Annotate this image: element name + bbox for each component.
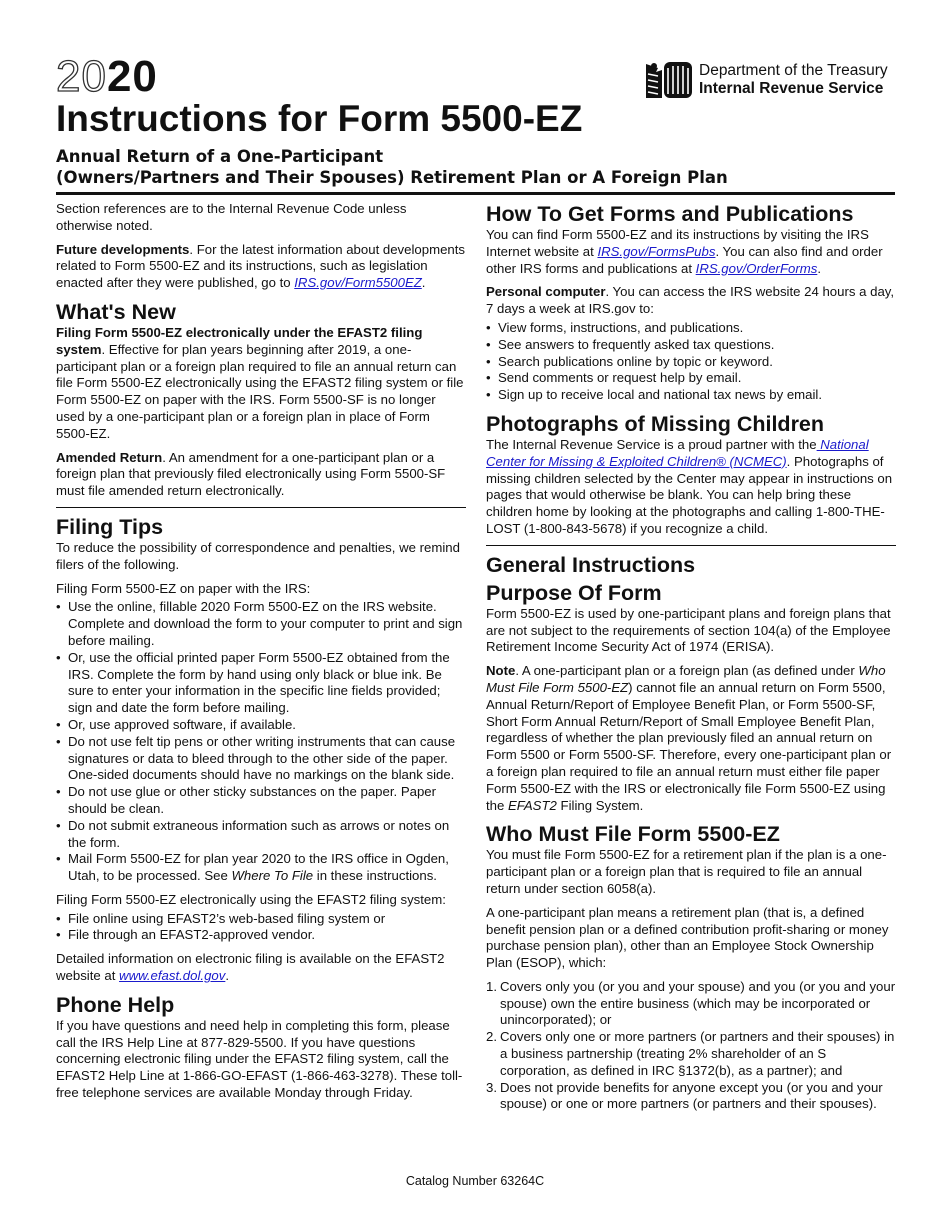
agency-line-1: Department of the Treasury (699, 62, 888, 79)
future-developments-label: Future developments (56, 241, 190, 257)
right-column (486, 201, 896, 1120)
list-item: • Do not submit extraneous information such as arrows or notes on the form. (56, 818, 466, 852)
mail-item-suffix: in these instructions. (313, 868, 437, 884)
forms-paragraph: You can find Form 5500-EZ and its instructions by visiting the IRS Internet website at IRS.gov/FormsPubs. You can also find and order other IRS forms and publications at IRS.gov/OrderForms. (486, 227, 883, 276)
forms-heading: How To Get Forms and Publications (486, 202, 854, 226)
who-must-file-heading: Who Must File Form 5500-EZ (486, 822, 780, 847)
mail-item-text: Mail Form 5500-EZ for plan year 2020 to the IRS office in Ogden, Utah, to be processed. See (68, 851, 449, 884)
pc-paragraph (486, 284, 896, 318)
list-item: • Or, use the official printed paper Form 5500-EZ obtained from the IRS. Complete the form by hand using only black or blue ink. Be sure to enter your information in the specific line fields provided; sign and date the form before mailing. (56, 650, 466, 717)
detailed-text: Detailed information on electronic filing is available on the EFAST2 website at (56, 951, 445, 984)
list-item: • Use the online, fillable 2020 Form 5500-EZ on the IRS website. Complete and download the form to your computer to print and sign before mailing. (56, 599, 466, 649)
list-item: • Do not use glue or other sticky substances on the paper. Paper should be clean. (56, 784, 466, 818)
general-instructions-heading: General Instructions (486, 552, 696, 577)
form5500ez-link[interactable]: IRS.gov/Form5500EZ (294, 275, 422, 291)
catalog-number: Catalog Number 63264C (405, 1174, 545, 1188)
paper-list (56, 599, 466, 885)
one-participant-list (486, 979, 896, 1113)
left-column (56, 201, 466, 1109)
note-text-b: ) cannot file an annual return on Form 5500, Annual Return/Report of Employee Benefit Plan, or Form 5500-SF, Short Form Annual Return/Report of Small Employee Benefit Plan, regardless of whether the plan previously filed an annual return on Form 5500 or Form 5500-SF. Therefore, every one-participant plan or a foreign plan required to file an annual return must either file paper Form 5500-EZ with the IRS or electronically file Form 5500-EZ using the (486, 679, 892, 813)
detailed-info: Detailed information on electronic filing is available on the EFAST2 website at www.efast.dol.gov. (56, 951, 445, 984)
efast-link[interactable]: www.efast.dol.gov (119, 968, 226, 984)
amended-label: Amended Return (56, 449, 163, 465)
list-item: • Or, use approved software, if available. (56, 717, 466, 734)
formspubs-link[interactable]: IRS.gov/FormsPubs (597, 243, 716, 259)
future-developments-text: . For the latest information about developments related to Form 5500-EZ and its instructions, such as legislation enacted after they were published, go to (56, 241, 465, 291)
phone-help-heading: Phone Help (56, 992, 175, 1017)
agency-block (642, 58, 902, 104)
list-item: • Sign up to receive local and national tax news by email. (486, 387, 896, 404)
agency-line-2: Internal Revenue Service (699, 80, 884, 97)
list-number: 1. (486, 978, 497, 994)
filing-tips-heading: Filing Tips (56, 514, 164, 539)
amended-text: . An amendment for a one-participant plan or a foreign plan that previously filed electronically using Form 5500-SF must file amended return electronically. (56, 449, 446, 499)
form-year (56, 52, 158, 102)
note-label: Note (486, 663, 516, 679)
list-item: • Send comments or request help by email. (486, 370, 896, 387)
year-outline: 20 (56, 52, 107, 101)
phone-help-text: If you have questions and need help in completing this form, please call the IRS Help Line at 877-829-5500. If you have questions concerning electronic filing under the EFAST2 filing system, call the EFAST2 Help Line at 1-866-GO-EFAST (1-866-463-3278). These toll-free telephone services are available Monday through Friday. (56, 1017, 463, 1101)
list-item-text: Covers only you (or you and your spouse) and you (or you and your spouse) own the entire business (which may be incorporated or unincorporated); or (500, 978, 896, 1028)
whats-new-heading: What's New (56, 299, 176, 324)
subtitle-line-1: Annual Return of a One-Participant (56, 147, 384, 166)
paper-intro: Filing Form 5500-EZ on paper with the IRS: (56, 580, 311, 596)
list-item: • View forms, instructions, and publications. (486, 320, 896, 337)
list-item (486, 979, 896, 1029)
ncmec-link[interactable]: National Center for Missing & Exploited Children® (NCMEC) (486, 436, 869, 469)
photos-paragraph (486, 437, 896, 538)
section-divider (56, 507, 466, 508)
mail-item-italic: Where To File (231, 868, 314, 884)
list-number: 2. (486, 1029, 497, 1045)
electronic-list (56, 911, 466, 945)
subtitle-line-2: (Owners/Partners and Their Spouses) Retirement Plan or A Foreign Plan (56, 168, 728, 187)
note-italic: Who Must File Form 5500-EZ (486, 663, 886, 695)
future-developments: Future developments. For the latest information about developments related to Form 5500-EZ and its instructions, such as legislation enacted after they were published, go to IRS.gov/Form5500EZ. (56, 241, 465, 291)
note-italic-2: EFAST2 (508, 797, 557, 813)
list-item: • See answers to frequently asked tax questions. (486, 337, 896, 354)
purpose-heading: Purpose Of Form (486, 580, 662, 605)
section-references: Section references are to the Internal Revenue Code unless otherwise noted. (56, 201, 407, 233)
list-item: • Search publications online by topic or keyword. (486, 354, 896, 371)
section-divider (486, 545, 896, 546)
filing-tips-intro: To reduce the possibility of correspondence and penalties, we remind filers of the following. (56, 539, 460, 572)
header-rule (56, 192, 895, 195)
efast-text: . Effective for plan years beginning after 2019, a one-participant plan or a foreign plan required to file an annual return can file Form 5500-EZ electronically using the EFAST2 filing system or file Form 5500-EZ on paper with the IRS. Form 5500-SF is no longer used by a one-participant plan or a foreign plan in place of Form 5500-EZ. (56, 341, 464, 441)
electronic-intro: Filing Form 5500-EZ electronically using the EFAST2 filing system: (56, 891, 446, 907)
page-title: Instructions for Form 5500-EZ (56, 98, 583, 139)
pc-text: . You can access the IRS website 24 hours a day, 7 days a week at IRS.gov to: (486, 284, 895, 317)
list-item: • File through an EFAST2-approved vendor. (56, 927, 466, 944)
list-item-text: Covers only one or more partners (or partners and their spouses) in a business partnership (treating 2% shareholder of an S corporation, as defined in IRC §1372(b), as a partner); and (500, 1029, 895, 1078)
list-item (56, 851, 466, 885)
pc-list (486, 320, 896, 404)
list-item (486, 1080, 896, 1114)
efast-paragraph (56, 325, 466, 443)
purpose-text: Form 5500-EZ is used by one-participant plans and foreign plans that are not subject to the requirements of section 104(a) of the Employee Retirement Income Security Act of 1974 (ERISA). (486, 605, 891, 655)
page-subtitle (56, 146, 728, 188)
irs-eagle-seal-icon (642, 58, 694, 102)
photos-heading: Photographs of Missing Children (486, 411, 825, 436)
who-must-file-text: You must file Form 5500-EZ for a retirement plan if the plan is a one-participant plan or a foreign plan that is required to file an annual return under section 6058(a). (486, 847, 887, 896)
note-text-a: . A one-participant plan or a foreign plan (as defined under (515, 663, 859, 679)
list-item (486, 1029, 896, 1079)
forms-text-b: . You can also find and order other IRS forms and publications at (486, 243, 883, 276)
photos-text-b: . Photographs of missing children selected by the Center may appear in instructions on pages that would otherwise be blank. You can help bring these children home by looking at the photographs and calling 1-800-THE-LOST (1-800-843-5678) if you recognize a child. (486, 453, 893, 536)
list-number: 3. (486, 1079, 497, 1095)
year-bold: 20 (106, 52, 158, 101)
note-text-c: Filing System. (556, 797, 644, 813)
forms-text-a: You can find Form 5500-EZ and its instructions by visiting the IRS Internet website at (486, 227, 869, 259)
amended-paragraph (56, 450, 466, 500)
list-item-text: Does not provide benefits for anyone except you (or you and your spouse) or one or more partners (or partners and their spouses). (500, 1079, 883, 1112)
efast-label: Filing Form 5500-EZ electronically under the EFAST2 filing system (56, 324, 423, 357)
list-item: • Do not use felt tip pens or other writing instruments that can cause signatures or data to bleed through to the other side of the paper. One-sided documents should have no markings on the blank side. (56, 734, 466, 784)
list-item: • File online using EFAST2’s web-based filing system or (56, 911, 466, 928)
pc-label: Personal computer (486, 284, 606, 300)
photos-text-a: The Internal Revenue Service is a proud partner with the (486, 436, 817, 452)
one-participant-text: A one-participant plan means a retirement plan (that is, a defined benefit pension plan or a defined contribution profit-sharing or money purchase pension plan), other than an Employee Stock Ownership Plan (ESOP), which: (486, 904, 889, 971)
orderforms-link[interactable]: IRS.gov/OrderForms (695, 260, 818, 276)
note-paragraph (486, 663, 896, 814)
